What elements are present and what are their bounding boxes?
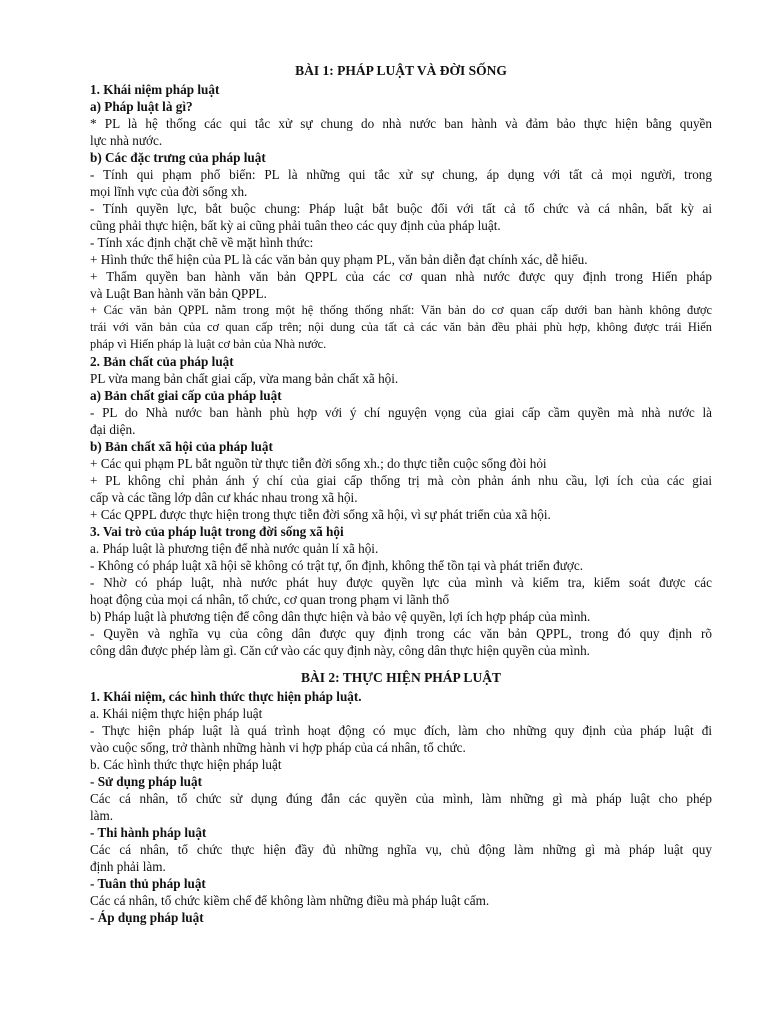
lesson-2-body xyxy=(90,688,712,926)
lesson-1-title: BÀI 1: PHÁP LUẬT VÀ ĐỜI SỐNG xyxy=(295,63,507,78)
section-heading: 1. Khái niệm, các hình thức thực hiện pháp luật. xyxy=(90,689,362,704)
text-line: cấp và các tầng lớp dân cư khác nhau trong xã hội. xyxy=(90,490,358,505)
text-line: + Hình thức thể hiện của PL là các văn bản quy phạm PL, văn bản diễn đạt chính xác, dễ hiểu. xyxy=(90,252,588,267)
text-line: - Tính xác định chặt chẽ về mặt hình thức: xyxy=(90,235,314,250)
text-line: - Nhờ có pháp luật, nhà nước phát huy được quyền lực của mình và kiểm tra, kiểm soát được các xyxy=(90,575,712,590)
text-line: + PL không chỉ phản ánh ý chí của giai cấp thống trị mà còn phản ánh nhu cầu, lợi ích của các giai xyxy=(90,473,712,488)
text-line: cũng phải thực hiện, bất kỳ ai cũng phải tuân theo các quy định của pháp luật. xyxy=(90,218,501,233)
section-heading: - Áp dụng pháp luật xyxy=(90,910,204,925)
text-line: b) Pháp luật là phương tiện để công dân thực hiện và bảo vệ quyền, lợi ích hợp pháp của mình. xyxy=(90,609,591,624)
lesson-1-body xyxy=(90,81,712,659)
text-line: Các cá nhân, tổ chức thực hiện đầy đủ những nghĩa vụ, chủ động làm những gì mà pháp luật quy xyxy=(90,842,712,857)
section-heading: - Sử dụng pháp luật xyxy=(90,774,203,789)
text-line: a. Pháp luật là phương tiện để nhà nước quản lí xã hội. xyxy=(90,541,379,556)
text-line: định phải làm. xyxy=(90,859,166,874)
text-line: - Tính qui phạm phổ biến: PL là những qui tắc xử sự chung, áp dụng với tất cả mọi người, trong xyxy=(90,167,712,182)
text-line: công dân được phép làm gì. Căn cứ vào các quy định này, công dân thực hiện quyền của mình. xyxy=(90,643,590,658)
text-line: mọi lĩnh vực của đời sống xh. xyxy=(90,184,248,199)
text-line: trái với văn bản của cơ quan cấp trên; nội dung của tất cả các văn bản đều phải phù hợp, không được trái Hiến xyxy=(90,320,712,334)
section-heading: b) Các đặc trưng của pháp luật xyxy=(90,150,266,165)
text-line: - Không có pháp luật xã hội sẽ không có trật tự, ổn định, không thể tồn tại và phát triển được. xyxy=(90,558,583,573)
text-line: lực nhà nước. xyxy=(90,133,163,148)
text-line: - Thực hiện pháp luật là quá trình hoạt động có mục đích, làm cho những quy định của pháp luật đi xyxy=(90,723,712,738)
text-line: Các cá nhân, tổ chức sử dụng đúng đắn các quyền của mình, làm những gì mà pháp luật cho phép xyxy=(90,791,712,806)
text-line: đại diện. xyxy=(90,422,136,437)
text-line: + Các QPPL được thực hiện trong thực tiễn đời sống xã hội, vì sự phát triển của xã hội. xyxy=(90,507,551,522)
text-line: và Luật Ban hành văn bản QPPL. xyxy=(90,286,267,301)
section-gap xyxy=(90,659,712,669)
text-line: + Các văn bản QPPL nằm trong một hệ thống thống nhất: Văn bản do cơ quan cấp dưới ban hành không được xyxy=(90,303,712,317)
section-heading: a) Pháp luật là gì? xyxy=(90,99,193,114)
text-line: b. Các hình thức thực hiện pháp luật xyxy=(90,757,282,772)
section-heading: 3. Vai trò của pháp luật trong đời sống xã hội xyxy=(90,524,344,539)
section-heading: b) Bản chất xã hội của pháp luật xyxy=(90,439,273,454)
text-line: làm. xyxy=(90,808,114,823)
section-heading: 1. Khái niệm pháp luật xyxy=(90,82,220,97)
text-line: - Tính quyền lực, bắt buộc chung: Pháp luật bắt buộc đối với tất cả tổ chức và cá nhân, bất kỳ ai xyxy=(90,201,712,216)
section-heading: 2. Bản chất của pháp luật xyxy=(90,354,234,369)
text-line: - PL do Nhà nước ban hành phù hợp với ý chí nguyện vọng của giai cấp cầm quyền mà nhà nước là xyxy=(90,405,712,420)
text-line: + Các qui phạm PL bắt nguồn từ thực tiễn đời sống xh.; do thực tiễn cuộc sống đòi hỏi xyxy=(90,456,547,471)
lesson-2-title: BÀI 2: THỰC HIỆN PHÁP LUẬT xyxy=(301,670,501,685)
text-line: Các cá nhân, tổ chức kiềm chế để không làm những điều mà pháp luật cấm. xyxy=(90,893,490,908)
text-line: * PL là hệ thống các qui tắc xử sự chung do nhà nước ban hành và đảm bảo thực hiện bằng quyền xyxy=(90,116,712,131)
text-line: hoạt động của mọi cá nhân, tổ chức, cơ quan trong phạm vi lãnh thổ xyxy=(90,592,450,607)
text-line: pháp vì Hiến pháp là luật cơ bản của Nhà nước. xyxy=(90,337,327,351)
section-heading: - Tuân thủ pháp luật xyxy=(90,876,206,891)
text-line: PL vừa mang bản chất giai cấp, vừa mang bản chất xã hội. xyxy=(90,371,399,386)
text-line: - Quyền và nghĩa vụ của công dân được quy định trong các văn bản QPPL, trong đó quy định rõ xyxy=(90,626,712,641)
text-line: vào cuộc sống, trở thành những hành vi hợp pháp của cá nhân, tổ chức. xyxy=(90,740,466,755)
text-line: + Thẩm quyền ban hành văn bản QPPL của các cơ quan nhà nước được quy định trong Hiến pháp xyxy=(90,269,712,284)
section-heading: a) Bản chất giai cấp của pháp luật xyxy=(90,388,282,403)
section-heading: - Thi hành pháp luật xyxy=(90,825,207,840)
document-page xyxy=(90,62,712,926)
text-line: a. Khái niệm thực hiện pháp luật xyxy=(90,706,263,721)
